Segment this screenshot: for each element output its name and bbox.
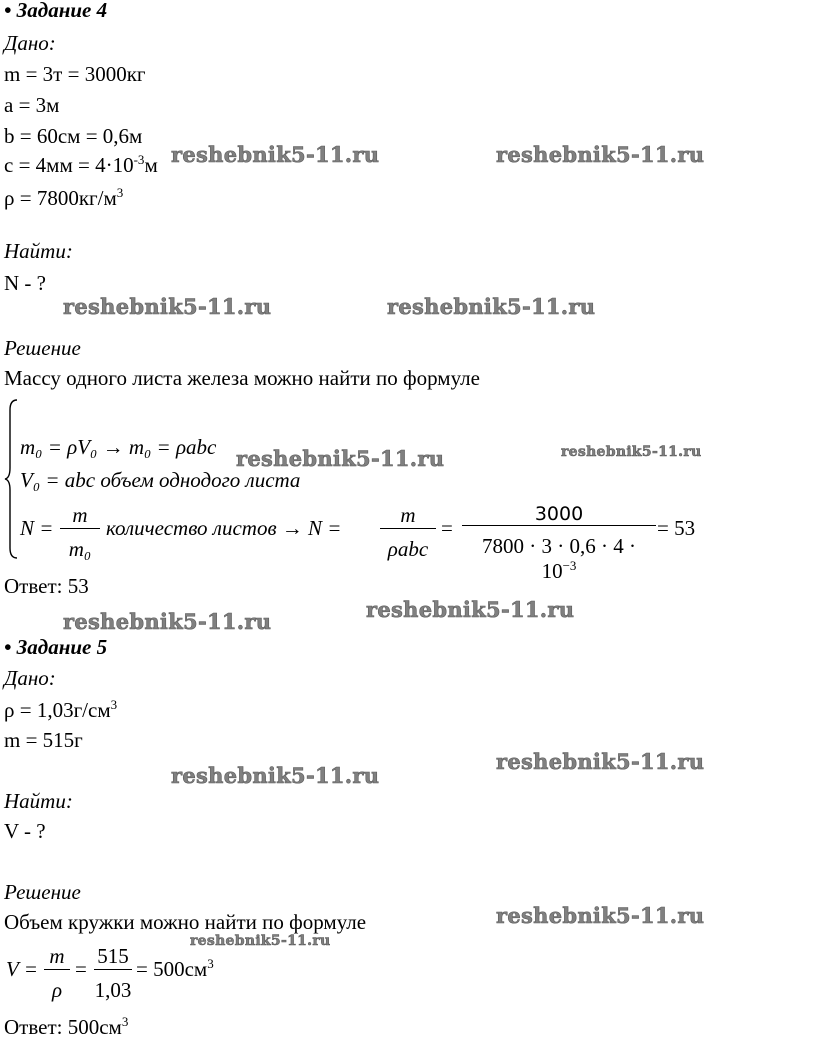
task4-answer: Ответ: 53 [4,574,89,598]
eq3-lhs: N = [20,516,54,540]
task5-given-rho [4,697,118,722]
watermark: reshebnik5-11.ru [171,763,380,788]
eq3-fraction-1-den: m₀ [60,528,100,562]
task4-given-a: a = 3м [4,93,60,117]
task5-given-mass: m = 515г [4,728,83,752]
watermark: reshebnik5-11.ru [496,142,705,167]
task4-given-rho-exp: 3 [116,185,124,200]
watermark: reshebnik5-11.ru [561,444,702,460]
system-brace [3,398,19,560]
watermark: reshebnik5-11.ru [171,142,380,167]
task4-given-c [4,152,158,177]
eq3-fraction-2 [380,503,436,562]
task4-heading: • Задание 4 [4,0,108,22]
task5-answer-exp: 3 [121,1014,129,1029]
formula-result [136,956,214,981]
task5-answer [4,1014,129,1039]
eq3-equals: = [441,516,453,540]
formula-fraction-2-den: 1,03 [94,969,132,1003]
eq3-result: = 53 [657,516,696,540]
watermark: reshebnik5-11.ru [496,749,705,774]
task5-find: V - ? [4,819,46,843]
task5-solution-label: Решение [4,880,81,904]
task4-given-label: Дано: [4,31,56,55]
system-equation-1: m₀ = ρV₀ → m₀ = ρabc [20,435,217,459]
task5-answer-text: Ответ: 500см [4,1015,122,1039]
task5-given-label: Дано: [4,666,56,690]
task5-given-rho-text: ρ = 1,03г/см [4,698,111,722]
eq3-fraction-3-num: 3000 [534,503,584,525]
formula-equals: = [75,957,87,981]
eq3-fraction-3 [462,503,656,584]
task4-given-rho-text: ρ = 7800кг/м [4,186,117,210]
eq3-fraction-1 [60,503,100,562]
task4-solution-text: Массу одного листа железа можно найти по формуле [4,366,480,390]
eq3-fraction-3-den [462,525,656,584]
task5-given-rho-exp: 3 [110,697,118,712]
task4-given-c-text: c = 4мм = 4·10 [4,153,134,177]
task4-given-c-exp: -3 [133,152,145,167]
task4-given-c-unit: м [144,153,158,177]
watermark: reshebnik5-11.ru [63,294,272,319]
task4-find-label: Найти: [4,239,73,263]
eq3-words: количество листов → N = [106,516,342,540]
eq3-fraction-1-num: m [72,503,88,527]
formula-fraction-2-num: 515 [97,944,129,968]
system-equation-2: V₀ = abc объем однодого листа [20,468,301,492]
formula-fraction-2 [94,944,132,1003]
eq3-fraction-2-num: m [400,503,416,527]
task4-find: N - ? [4,271,46,295]
task5-solution-text: Объем кружки можно найти по формуле [4,910,367,934]
watermark: reshebnik5-11.ru [496,903,705,928]
eq3-fraction-3-den-exp: −3 [562,558,577,573]
watermark: reshebnik5-11.ru [190,933,331,949]
task5-heading: • Задание 5 [4,635,108,659]
formula-fraction-1 [44,944,70,1003]
watermark: reshebnik5-11.ru [63,609,272,634]
formula-result-exp: 3 [207,956,214,971]
eq3-fraction-2-den: ρabc [380,528,436,562]
task4-given-rho [4,185,124,210]
eq3-fraction-3-den-text: 7800 · 3 · 0,6 · 4 · 10 [482,534,636,583]
watermark: reshebnik5-11.ru [236,446,445,471]
watermark: reshebnik5-11.ru [366,597,575,622]
formula-lhs: V = [6,957,38,981]
formula-fraction-1-den: ρ [44,969,70,1003]
task4-given-b: b = 60см = 0,6м [4,124,143,148]
watermark: reshebnik5-11.ru [387,294,596,319]
task4-given-mass: m = 3т = 3000кг [4,62,146,86]
formula-fraction-1-num: m [49,944,65,968]
task5-find-label: Найти: [4,789,73,813]
formula-result-text: = 500см [136,957,208,981]
task4-solution-label: Решение [4,336,81,360]
